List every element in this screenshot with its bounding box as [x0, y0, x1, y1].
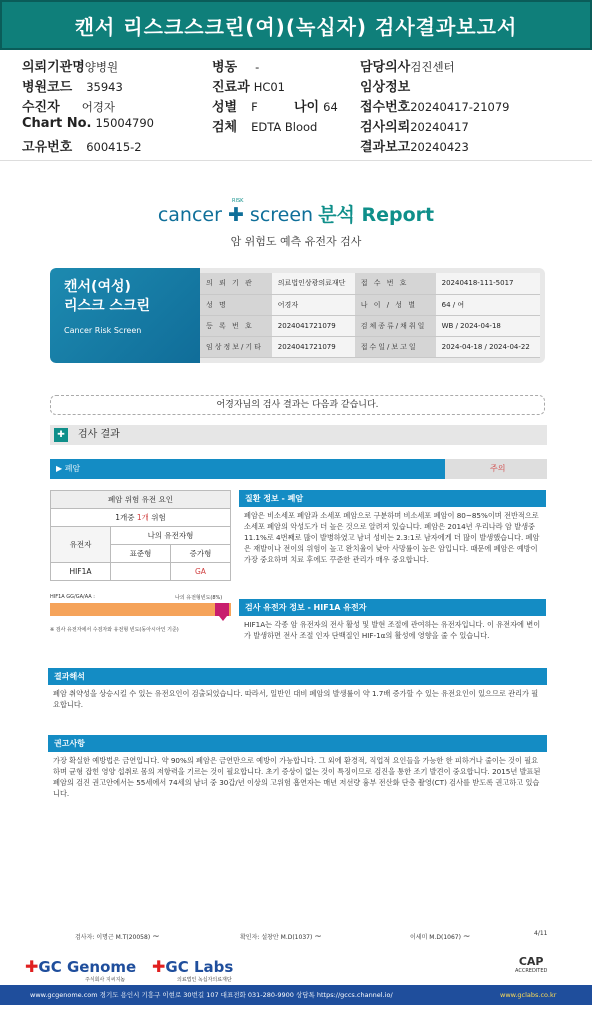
cell-value: WB / 2024-04-18: [436, 315, 540, 336]
gc-cross-icon: ✚: [25, 957, 39, 976]
label: 결과보고: [360, 140, 411, 155]
logo-risk-label: RISK: [232, 198, 244, 204]
value: 양병원: [84, 60, 119, 74]
risk-count: [51, 509, 231, 527]
table-row: [200, 294, 540, 315]
signature-icon: ~: [152, 932, 160, 942]
header-info: [0, 52, 592, 155]
doctor2: [410, 932, 470, 942]
cell-value: 2024041721079: [272, 315, 355, 336]
value: EDTA Blood: [251, 120, 318, 134]
frequency-bar: [50, 603, 231, 616]
cap-text: CAP: [518, 955, 544, 968]
count-suffix: 위험: [148, 513, 166, 522]
report-title-bar: [0, 0, 592, 50]
cell-label: 등 록 번 호: [200, 315, 272, 336]
gc-labs-logo: [152, 957, 233, 983]
signature-icon: ~: [462, 932, 471, 942]
confirmer: [240, 932, 322, 942]
label: 나이: [294, 100, 320, 115]
cell-value: 의료법인상광의료재단: [272, 273, 355, 294]
count-number: 1개: [136, 513, 149, 522]
disease-info-text: 폐암은 비소세포 폐암과 소세포 폐암으로 구분하며 비소세포 폐암이 80~85%이며 전반적으로 소세포 폐암의 악성도가 더 높은 것으로 알려져 있습니다. 폐암은 2014년 우리나라 암 발생중 11.1%로 4번째로 많이 발병하였고 남녀 성비는 2.3:1로 남자에게 더 많이 발생했습니다. 폐암은 재발이나 전이의 위험이 높고 완치율이 낮아 사망률이 높은 암입니다. 때문에 폐암은 예방이 가장 중요하며 치료 후에도 꾸준한 관리가 매우 중요합니다.: [244, 511, 540, 564]
cell-value: 64 / 여: [436, 294, 540, 315]
gc-cross-icon: ✚: [152, 957, 166, 976]
cell-value: 어경자: [272, 294, 355, 315]
label: 의뢰기관명: [22, 60, 85, 75]
cell-label: 접 수 번 호: [355, 273, 436, 294]
cell-label: 의 뢰 기 관: [200, 273, 272, 294]
freq-note: ※ 검사 유전자에서 수검자와 유전형 빈도(동아시아인 기준): [50, 627, 179, 633]
value: 20240417-21079: [410, 100, 510, 114]
patient-info-table: [200, 273, 540, 358]
label: 성별: [212, 100, 238, 115]
cell-label: 나 이 / 성 별: [355, 294, 436, 315]
card-subtitle: Cancer Risk Screen: [64, 326, 142, 335]
cell-value: 20240418-111-5017: [436, 273, 540, 294]
card-title-line2: 리스크 스크린: [64, 298, 151, 314]
value: 35943: [86, 80, 123, 94]
cancer-screen-logo: [0, 200, 592, 227]
interpretation-head: 결과해석: [48, 668, 547, 685]
confirmer-label: 확인자:: [240, 934, 260, 941]
value: F: [251, 100, 258, 114]
gene-info-head: 검사 유전자 정보 - HIF1A 유전자: [239, 599, 546, 616]
logo-report-label: 분석 Report: [318, 204, 435, 226]
cap-sub: ACCREDITED: [515, 968, 548, 974]
result-icon: ✚: [54, 428, 68, 442]
gc-genome-sub: 주식회사 지씨지놈: [85, 977, 126, 983]
tester-label: 검사자:: [75, 934, 95, 941]
footer-bar: [0, 985, 592, 1005]
disease-info-box: [239, 490, 546, 568]
gene-name: HIF1A: [51, 563, 111, 581]
value: 600415-2: [86, 140, 142, 154]
interpretation-box: [48, 668, 547, 713]
col-standard: 표준형: [111, 545, 171, 563]
label: 접수번호: [360, 100, 411, 115]
col-genotype: 나의 유전자형: [111, 527, 231, 545]
patient-card: [50, 268, 545, 363]
gene-info-box: [239, 599, 546, 644]
gc-genome-logo: [25, 957, 136, 983]
gene-info-text: HIF1A는 각종 암 유전자의 전사 활성 및 발현 조절에 관여하는 유전자입니다. 이 유전자에 변이가 발생하면 전사 조절 인자 단백질인 HIF-1α의 활성에 영향을 줄 수 있습니다.: [244, 620, 541, 640]
gene-risk-table: [50, 490, 231, 581]
value: 64: [323, 100, 338, 114]
lung-cancer-label: ▶ 폐암: [50, 459, 445, 479]
cap-logo: [515, 955, 547, 974]
confirmer-name: 설창안 M.D(1037): [261, 934, 313, 941]
cell-value: 2024041721079: [272, 336, 355, 357]
label: 임상정보: [360, 80, 411, 95]
count-prefix: 1개중: [115, 513, 137, 522]
gene-table-head: 폐암 위험 유전 요인: [51, 491, 231, 509]
label: 고유번호: [22, 140, 73, 155]
tester-name: 이명근 M.T(20058): [96, 934, 151, 941]
card-title-line1: 캔서(여성): [64, 279, 131, 295]
table-row: [200, 315, 540, 336]
standard-value: [111, 563, 171, 581]
value: 15004790: [95, 116, 155, 130]
freq-right-label: 나의 유전형빈도(8%): [175, 595, 223, 601]
section-title: 검사 결과: [78, 429, 120, 440]
label: 병동: [212, 60, 238, 75]
footer-address: www.gcgenome.com 경기도 용인시 기흥구 이현로 30번길 107 대표전화 031-280-9900 상담톡 https://gccs.channel.io/: [30, 991, 393, 999]
tester: [75, 932, 160, 942]
section-header: [50, 425, 547, 445]
signature-icon: ~: [314, 932, 322, 942]
value: 어경자: [81, 100, 116, 114]
label: 병원코드: [22, 80, 73, 95]
label: 검사의뢰: [360, 120, 411, 135]
cell-value: 2024-04-18 / 2024-04-22: [436, 336, 540, 357]
logo-text: cancer ✚ screen: [157, 204, 314, 226]
advice-text: 가장 확실한 예방법은 금연입니다. 약 90%의 폐암은 금연만으로 예방이 가능합니다. 그 외에 환경적, 직업적 요인들을 가능한 한 피하거나 줄이는 것이 필요하며 균형 잡힌 영양 섭취로 몸의 저항력을 기르는 것이 필요합니다. 초기 증상이 없는 것이 특징이므로 검진을 통한 조기 발견이 중요합니다. 2015년 발표된 폐암의 검진 권고안에서는 55세에서 74세의 남녀 중 30갑/년 이상의 고위험 흡연자는 매년 저선량 흉부 전산화 단층 촬영(CT) 검사를 받도록 권고하고 있습니다.: [53, 756, 541, 798]
cell-label: 접수일/보고일: [355, 336, 436, 357]
value: HC01: [253, 80, 285, 94]
doctor2-name: 이세미 M.D(1067): [410, 934, 461, 941]
advice-box: [48, 735, 547, 802]
col-increased: 증가형: [170, 545, 230, 563]
risk-level: 주의: [490, 464, 506, 473]
report-subtitle: 암 위험도 예측 유전자 검사: [230, 235, 362, 248]
label: 담당의사: [360, 60, 411, 75]
interpretation-text: 폐암 취약성을 상승시킬 수 있는 유전요인이 검출되었습니다. 따라서, 일반인 대비 폐암의 발생률이 약 1.7배 증가할 수 있는 유전요인이 있으므로 관리가 필요합니다.: [53, 689, 539, 709]
label: 검체: [212, 120, 238, 135]
col-gene: 유전자: [51, 527, 111, 563]
divider: [0, 160, 592, 161]
frequency-marker: [215, 603, 229, 616]
result-notice: 어경자님의 검사 결과는 다음과 같습니다.: [50, 395, 545, 415]
disease-info-head: 질환 정보 - 폐암: [239, 490, 546, 507]
value: -: [255, 60, 260, 74]
label: 수진자: [22, 100, 60, 115]
advice-head: 권고사항: [48, 735, 547, 752]
lung-cancer-risk-bar: [50, 459, 547, 479]
cell-label: 임상정보/기타: [200, 336, 272, 357]
cell-label: 성 명: [200, 294, 272, 315]
value: 20240423: [410, 140, 469, 154]
report-title: 캔서 리스크스크린(여)(녹십자) 검사결과보고서: [74, 14, 518, 39]
cell-label: 검체종류/채취일: [355, 315, 436, 336]
table-row: [200, 273, 540, 294]
freq-left-label: HIF1A GG/GA/AA :: [50, 594, 95, 600]
gc-labs-text: GC Labs: [165, 958, 234, 976]
value: 검진센터: [410, 60, 455, 74]
page-number: 4/11: [534, 930, 548, 937]
label: Chart No.: [22, 116, 92, 131]
card-title-panel: [50, 268, 200, 363]
marker-arrow-icon: [219, 616, 227, 621]
increased-value: GA: [170, 563, 230, 581]
table-row: [200, 336, 540, 357]
gc-genome-text: GC Genome: [38, 958, 137, 976]
label: 진료과: [212, 80, 250, 95]
gc-labs-sub: 의료법인 녹십자의료재단: [177, 977, 232, 983]
value: 20240417: [410, 120, 469, 134]
footer-url: www.gclabs.co.kr: [500, 991, 557, 999]
